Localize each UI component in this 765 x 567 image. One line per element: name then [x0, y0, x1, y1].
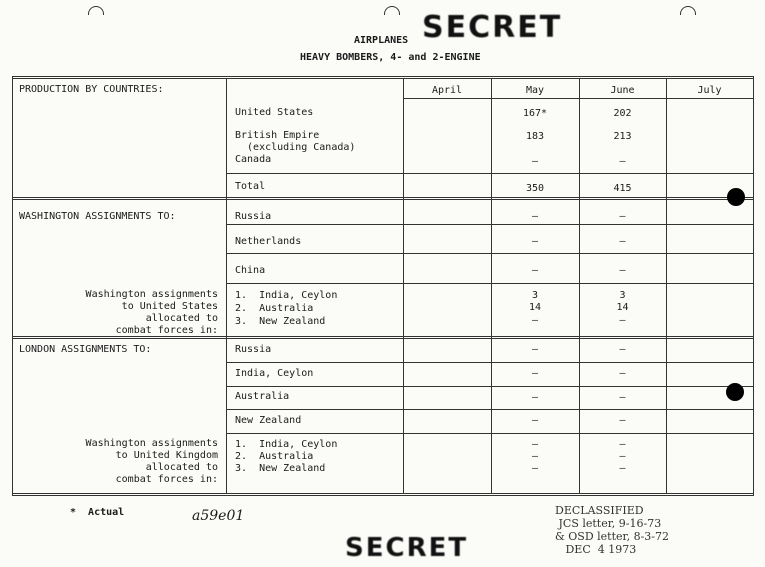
- cell-london-australia-may: —: [531, 392, 539, 403]
- row-label-london-russia: Russia: [235, 344, 272, 355]
- month-header-july: July: [697, 85, 722, 96]
- cell-london-russia-may: —: [531, 344, 539, 355]
- production-heading: PRODUCTION BY COUNTRIES:: [19, 84, 164, 95]
- wash-combat-australia-label: 2. Australia: [235, 303, 314, 314]
- cell-be-june: 213: [613, 131, 632, 142]
- month-header-june: June: [610, 85, 635, 96]
- secret-stamp-top: SECRET: [422, 10, 563, 45]
- cell-london-combat-india-may: —: [531, 439, 539, 450]
- row-label-wash-russia: Russia: [235, 211, 272, 222]
- cell-be-may: 183: [525, 131, 545, 142]
- row-label-london-india: India, Ceylon: [235, 368, 314, 379]
- london-combat-caption: Washington assignments to United Kingdom allocated to combat forces in:: [85, 438, 218, 485]
- row-label-united-states: United States: [235, 107, 314, 118]
- binder-hole: [680, 6, 696, 15]
- cell-wash-nz-may: —: [531, 315, 539, 326]
- cell-london-combat-india-june: —: [619, 439, 626, 450]
- cell-us-june: 202: [613, 108, 632, 119]
- cell-london-combat-australia-may: —: [531, 451, 539, 462]
- row-label-london-australia: Australia: [235, 391, 290, 402]
- cell-london-india-may: —: [531, 368, 539, 379]
- cell-london-combat-australia-june: —: [619, 451, 626, 462]
- wash-combat-nz-label: 3. New Zealand: [235, 316, 326, 327]
- punch-mark: [726, 383, 744, 401]
- cell-wash-india-june: 3: [619, 290, 626, 301]
- cell-wash-nz-june: —: [619, 315, 626, 326]
- cell-london-russia-june: —: [619, 344, 626, 355]
- cell-wash-india-may: 3: [531, 290, 539, 301]
- row-label-china: China: [235, 265, 266, 276]
- london-combat-australia-label: 2. Australia: [235, 451, 314, 462]
- cell-wash-russia-may: —: [531, 211, 539, 222]
- row-label-british-empire: British Empire (excluding Canada): [235, 130, 356, 153]
- cell-china-june: —: [619, 265, 626, 276]
- binder-hole: [384, 6, 400, 15]
- cell-netherlands-june: —: [619, 236, 626, 247]
- month-header-may: May: [525, 85, 545, 96]
- cell-canada-june: —: [619, 156, 626, 167]
- cell-total-may: 350: [525, 183, 545, 194]
- cell-total-june: 415: [613, 183, 632, 194]
- cell-london-nz-may: —: [531, 415, 539, 426]
- cell-wash-australia-june: 14: [616, 302, 629, 313]
- declassified-stamp: DECLASSIFIED JCS letter, 9-16-73 & OSD letter, 8-3-72 DEC 4 1973: [555, 504, 670, 556]
- london-combat-india-label: 1. India, Ceylon: [235, 439, 338, 450]
- handwritten-note: a59e01: [192, 508, 245, 524]
- wash-combat-caption: Washington assignments to United States allocated to combat forces in:: [85, 289, 218, 336]
- cell-us-may: 167*: [522, 108, 548, 119]
- cell-wash-russia-june: —: [619, 211, 626, 222]
- cell-london-nz-june: —: [619, 415, 626, 426]
- london-heading: LONDON ASSIGNMENTS TO:: [19, 344, 152, 355]
- footnote-actual: * Actual: [70, 507, 125, 518]
- cell-netherlands-may: —: [531, 236, 539, 247]
- cell-london-combat-nz-may: —: [531, 463, 539, 474]
- cell-london-combat-nz-june: —: [619, 463, 626, 474]
- cell-canada-may: —: [531, 156, 539, 167]
- row-label-canada: Canada: [235, 154, 272, 165]
- cell-wash-australia-may: 14: [528, 302, 542, 313]
- row-label-netherlands: Netherlands: [235, 236, 302, 247]
- cell-london-australia-june: —: [619, 392, 626, 403]
- secret-stamp-bottom: SECRET: [345, 533, 469, 563]
- document-subtitle: HEAVY BOMBERS, 4- and 2-ENGINE: [300, 52, 481, 63]
- row-label-total: Total: [235, 181, 266, 192]
- cell-london-india-june: —: [619, 368, 626, 379]
- binder-hole: [88, 6, 104, 15]
- wash-combat-india-label: 1. India, Ceylon: [235, 290, 338, 301]
- punch-mark: [727, 188, 745, 206]
- row-label-london-nz: New Zealand: [235, 415, 302, 426]
- london-combat-nz-label: 3. New Zealand: [235, 463, 326, 474]
- category-title: AIRPLANES: [354, 35, 409, 46]
- washington-heading: WASHINGTON ASSIGNMENTS TO:: [19, 211, 176, 222]
- month-header-april: April: [431, 85, 463, 96]
- cell-china-may: —: [531, 265, 539, 276]
